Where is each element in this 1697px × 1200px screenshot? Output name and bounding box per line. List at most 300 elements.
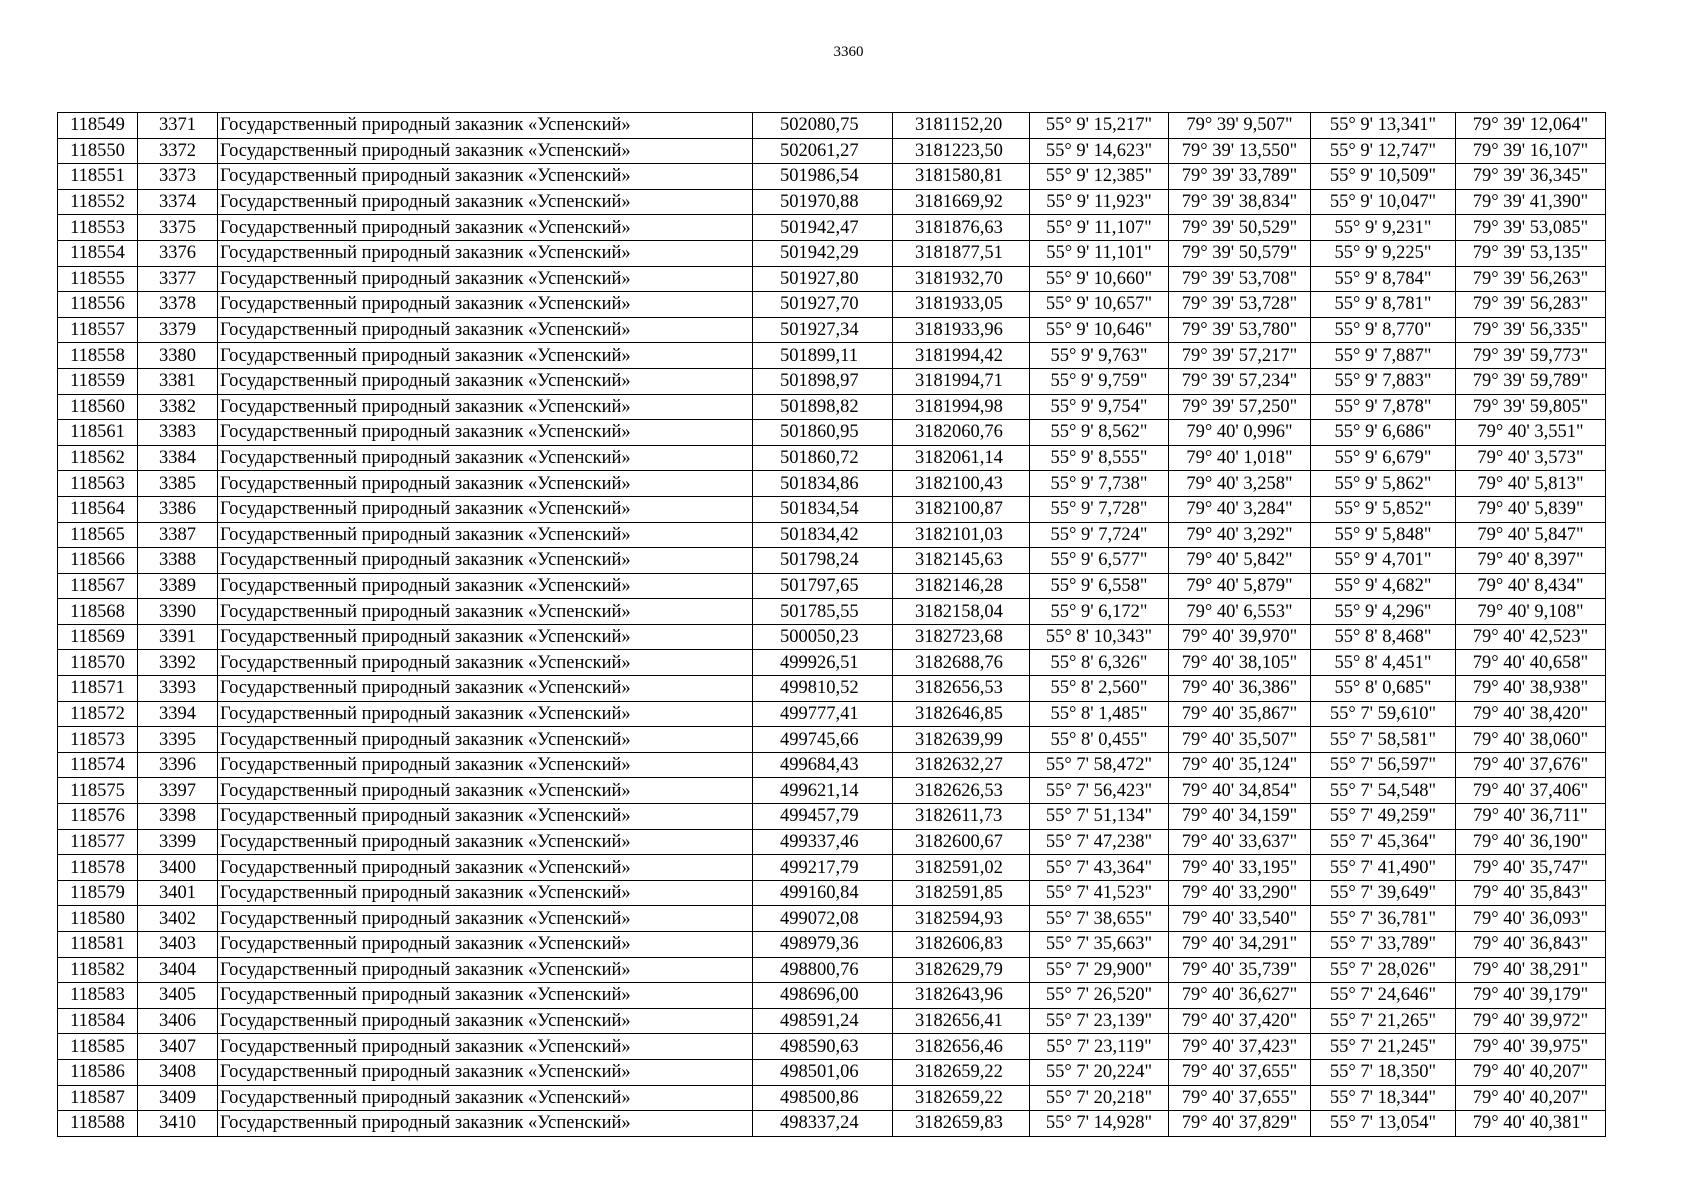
- latitude-2-cell: 55° 9' 8,781": [1311, 292, 1456, 318]
- coordinates-table: [57, 112, 1606, 1137]
- point-number-cell: 3384: [138, 445, 218, 471]
- coord-x-cell: 498696,00: [753, 983, 893, 1009]
- latitude-1-cell: 55° 7' 58,472": [1030, 752, 1169, 778]
- latitude-1-cell: 55° 7' 20,218": [1030, 1085, 1169, 1111]
- longitude-1-cell: 79° 40' 37,829": [1169, 1111, 1311, 1137]
- table-row: [58, 906, 1606, 932]
- coord-x-cell: 501834,42: [753, 522, 893, 548]
- coord-y-cell: 3182606,83: [893, 932, 1030, 958]
- table-row: [58, 1008, 1606, 1034]
- longitude-1-cell: 79° 40' 37,420": [1169, 1008, 1311, 1034]
- longitude-1-cell: 79° 39' 57,250": [1169, 394, 1311, 420]
- longitude-2-cell: 79° 40' 3,573": [1456, 445, 1606, 471]
- coord-x-cell: 499457,79: [753, 804, 893, 830]
- latitude-2-cell: 55° 7' 18,350": [1311, 1059, 1456, 1085]
- coord-x-cell: 501898,82: [753, 394, 893, 420]
- longitude-1-cell: 79° 40' 5,879": [1169, 573, 1311, 599]
- coord-y-cell: 3182600,67: [893, 829, 1030, 855]
- row-number-cell: 118557: [58, 317, 138, 343]
- latitude-2-cell: 55° 7' 58,581": [1311, 727, 1456, 753]
- coord-y-cell: 3182639,99: [893, 727, 1030, 753]
- coord-y-cell: 3182060,76: [893, 420, 1030, 446]
- coord-y-cell: 3182626,53: [893, 778, 1030, 804]
- row-number-cell: 118588: [58, 1111, 138, 1137]
- object-name-cell: Государственный природный заказник «Успенский»: [218, 701, 753, 727]
- latitude-1-cell: 55° 9' 7,738": [1030, 471, 1169, 497]
- longitude-1-cell: 79° 39' 57,217": [1169, 343, 1311, 369]
- table-row: [58, 1085, 1606, 1111]
- longitude-2-cell: 79° 39' 41,390": [1456, 189, 1606, 215]
- row-number-cell: 118558: [58, 343, 138, 369]
- coord-x-cell: 501927,70: [753, 292, 893, 318]
- table-row: [58, 164, 1606, 190]
- latitude-1-cell: 55° 8' 10,343": [1030, 624, 1169, 650]
- object-name-cell: Государственный природный заказник «Успенский»: [218, 599, 753, 625]
- row-number-cell: 118582: [58, 957, 138, 983]
- longitude-1-cell: 79° 39' 50,579": [1169, 240, 1311, 266]
- object-name-cell: Государственный природный заказник «Успенский»: [218, 445, 753, 471]
- object-name-cell: Государственный природный заказник «Успенский»: [218, 1059, 753, 1085]
- longitude-1-cell: 79° 40' 38,105": [1169, 650, 1311, 676]
- object-name-cell: Государственный природный заказник «Успенский»: [218, 471, 753, 497]
- table-row: [58, 292, 1606, 318]
- table-row: [58, 855, 1606, 881]
- latitude-1-cell: 55° 9' 8,562": [1030, 420, 1169, 446]
- point-number-cell: 3382: [138, 394, 218, 420]
- latitude-1-cell: 55° 9' 12,385": [1030, 164, 1169, 190]
- latitude-1-cell: 55° 9' 10,657": [1030, 292, 1169, 318]
- table-row: [58, 983, 1606, 1009]
- longitude-1-cell: 79° 39' 13,550": [1169, 138, 1311, 164]
- row-number-cell: 118556: [58, 292, 138, 318]
- row-number-cell: 118573: [58, 727, 138, 753]
- longitude-2-cell: 79° 40' 39,972": [1456, 1008, 1606, 1034]
- row-number-cell: 118566: [58, 548, 138, 574]
- page-number: 3360: [833, 44, 864, 60]
- coord-y-cell: 3182659,83: [893, 1111, 1030, 1137]
- coord-x-cell: 501834,86: [753, 471, 893, 497]
- table-row: [58, 522, 1606, 548]
- row-number-cell: 118584: [58, 1008, 138, 1034]
- point-number-cell: 3400: [138, 855, 218, 881]
- coord-y-cell: 3182643,96: [893, 983, 1030, 1009]
- latitude-1-cell: 55° 7' 56,423": [1030, 778, 1169, 804]
- latitude-1-cell: 55° 9' 11,923": [1030, 189, 1169, 215]
- row-number-cell: 118552: [58, 189, 138, 215]
- row-number-cell: 118581: [58, 932, 138, 958]
- longitude-1-cell: 79° 39' 53,780": [1169, 317, 1311, 343]
- longitude-2-cell: 79° 39' 12,064": [1456, 113, 1606, 139]
- table-row: [58, 343, 1606, 369]
- longitude-2-cell: 79° 39' 36,345": [1456, 164, 1606, 190]
- row-number-cell: 118565: [58, 522, 138, 548]
- latitude-2-cell: 55° 7' 41,490": [1311, 855, 1456, 881]
- longitude-2-cell: 79° 40' 36,843": [1456, 932, 1606, 958]
- latitude-1-cell: 55° 9' 9,759": [1030, 368, 1169, 394]
- point-number-cell: 3378: [138, 292, 218, 318]
- longitude-1-cell: 79° 40' 3,292": [1169, 522, 1311, 548]
- coord-y-cell: 3182061,14: [893, 445, 1030, 471]
- coord-x-cell: 501927,80: [753, 266, 893, 292]
- longitude-2-cell: 79° 40' 36,190": [1456, 829, 1606, 855]
- latitude-2-cell: 55° 9' 7,887": [1311, 343, 1456, 369]
- latitude-1-cell: 55° 9' 10,660": [1030, 266, 1169, 292]
- longitude-2-cell: 79° 40' 37,406": [1456, 778, 1606, 804]
- latitude-1-cell: 55° 7' 38,655": [1030, 906, 1169, 932]
- latitude-2-cell: 55° 7' 33,789": [1311, 932, 1456, 958]
- object-name-cell: Государственный природный заказник «Успенский»: [218, 650, 753, 676]
- table-row: [58, 496, 1606, 522]
- longitude-1-cell: 79° 40' 35,507": [1169, 727, 1311, 753]
- point-number-cell: 3381: [138, 368, 218, 394]
- longitude-1-cell: 79° 40' 35,124": [1169, 752, 1311, 778]
- object-name-cell: Государственный природный заказник «Успенский»: [218, 727, 753, 753]
- coord-y-cell: 3182591,02: [893, 855, 1030, 881]
- latitude-1-cell: 55° 8' 2,560": [1030, 676, 1169, 702]
- table-row: [58, 829, 1606, 855]
- point-number-cell: 3380: [138, 343, 218, 369]
- table-row: [58, 266, 1606, 292]
- longitude-1-cell: 79° 40' 3,284": [1169, 496, 1311, 522]
- latitude-2-cell: 55° 8' 4,451": [1311, 650, 1456, 676]
- coord-x-cell: 498591,24: [753, 1008, 893, 1034]
- latitude-2-cell: 55° 9' 7,883": [1311, 368, 1456, 394]
- longitude-2-cell: 79° 40' 40,207": [1456, 1085, 1606, 1111]
- point-number-cell: 3376: [138, 240, 218, 266]
- latitude-1-cell: 55° 7' 26,520": [1030, 983, 1169, 1009]
- longitude-1-cell: 79° 39' 38,834": [1169, 189, 1311, 215]
- longitude-1-cell: 79° 40' 3,258": [1169, 471, 1311, 497]
- table-row: [58, 752, 1606, 778]
- table-row: [58, 445, 1606, 471]
- latitude-2-cell: 55° 9' 8,770": [1311, 317, 1456, 343]
- longitude-1-cell: 79° 39' 53,728": [1169, 292, 1311, 318]
- longitude-2-cell: 79° 40' 3,551": [1456, 420, 1606, 446]
- point-number-cell: 3399: [138, 829, 218, 855]
- point-number-cell: 3387: [138, 522, 218, 548]
- latitude-1-cell: 55° 9' 9,754": [1030, 394, 1169, 420]
- coord-x-cell: 499217,79: [753, 855, 893, 881]
- latitude-1-cell: 55° 8' 1,485": [1030, 701, 1169, 727]
- table-row: [58, 701, 1606, 727]
- longitude-2-cell: 79° 40' 40,207": [1456, 1059, 1606, 1085]
- object-name-cell: Государственный природный заказник «Успенский»: [218, 113, 753, 139]
- coord-x-cell: 501834,54: [753, 496, 893, 522]
- coord-y-cell: 3181932,70: [893, 266, 1030, 292]
- latitude-1-cell: 55° 7' 47,238": [1030, 829, 1169, 855]
- point-number-cell: 3393: [138, 676, 218, 702]
- longitude-2-cell: 79° 40' 5,847": [1456, 522, 1606, 548]
- table-row: [58, 676, 1606, 702]
- longitude-1-cell: 79° 40' 34,854": [1169, 778, 1311, 804]
- latitude-2-cell: 55° 9' 4,296": [1311, 599, 1456, 625]
- latitude-1-cell: 55° 7' 23,119": [1030, 1034, 1169, 1060]
- coord-y-cell: 3181933,96: [893, 317, 1030, 343]
- object-name-cell: Государственный природный заказник «Успенский»: [218, 240, 753, 266]
- longitude-2-cell: 79° 40' 38,938": [1456, 676, 1606, 702]
- coord-x-cell: 499777,41: [753, 701, 893, 727]
- coord-x-cell: 501860,95: [753, 420, 893, 446]
- point-number-cell: 3404: [138, 957, 218, 983]
- latitude-2-cell: 55° 7' 39,649": [1311, 880, 1456, 906]
- table-body: [58, 113, 1606, 1137]
- coord-x-cell: 499072,08: [753, 906, 893, 932]
- latitude-1-cell: 55° 9' 9,763": [1030, 343, 1169, 369]
- table-row: [58, 113, 1606, 139]
- row-number-cell: 118585: [58, 1034, 138, 1060]
- point-number-cell: 3408: [138, 1059, 218, 1085]
- object-name-cell: Государственный природный заказник «Успенский»: [218, 804, 753, 830]
- row-number-cell: 118577: [58, 829, 138, 855]
- object-name-cell: Государственный природный заказник «Успенский»: [218, 215, 753, 241]
- table-row: [58, 727, 1606, 753]
- longitude-2-cell: 79° 39' 53,085": [1456, 215, 1606, 241]
- latitude-1-cell: 55° 9' 7,728": [1030, 496, 1169, 522]
- object-name-cell: Государственный природный заказник «Успенский»: [218, 624, 753, 650]
- longitude-2-cell: 79° 39' 56,335": [1456, 317, 1606, 343]
- latitude-2-cell: 55° 9' 12,747": [1311, 138, 1456, 164]
- coord-y-cell: 3182659,22: [893, 1085, 1030, 1111]
- object-name-cell: Государственный природный заказник «Успенский»: [218, 932, 753, 958]
- latitude-2-cell: 55° 7' 56,597": [1311, 752, 1456, 778]
- coord-y-cell: 3182656,46: [893, 1034, 1030, 1060]
- point-number-cell: 3377: [138, 266, 218, 292]
- latitude-2-cell: 55° 9' 4,682": [1311, 573, 1456, 599]
- latitude-2-cell: 55° 8' 0,685": [1311, 676, 1456, 702]
- row-number-cell: 118570: [58, 650, 138, 676]
- coord-y-cell: 3181152,20: [893, 113, 1030, 139]
- object-name-cell: Государственный природный заказник «Успенский»: [218, 522, 753, 548]
- coord-y-cell: 3182723,68: [893, 624, 1030, 650]
- longitude-2-cell: 79° 39' 53,135": [1456, 240, 1606, 266]
- longitude-2-cell: 79° 40' 5,813": [1456, 471, 1606, 497]
- longitude-2-cell: 79° 39' 59,789": [1456, 368, 1606, 394]
- coord-x-cell: 501899,11: [753, 343, 893, 369]
- table-row: [58, 394, 1606, 420]
- coord-y-cell: 3182659,22: [893, 1059, 1030, 1085]
- coord-y-cell: 3181994,71: [893, 368, 1030, 394]
- coord-y-cell: 3181933,05: [893, 292, 1030, 318]
- latitude-2-cell: 55° 9' 9,225": [1311, 240, 1456, 266]
- row-number-cell: 118571: [58, 676, 138, 702]
- point-number-cell: 3391: [138, 624, 218, 650]
- row-number-cell: 118550: [58, 138, 138, 164]
- table-row: [58, 471, 1606, 497]
- point-number-cell: 3410: [138, 1111, 218, 1137]
- point-number-cell: 3403: [138, 932, 218, 958]
- row-number-cell: 118561: [58, 420, 138, 446]
- table-row: [58, 957, 1606, 983]
- table-row: [58, 317, 1606, 343]
- longitude-1-cell: 79° 39' 57,234": [1169, 368, 1311, 394]
- latitude-1-cell: 55° 7' 20,224": [1030, 1059, 1169, 1085]
- row-number-cell: 118563: [58, 471, 138, 497]
- point-number-cell: 3379: [138, 317, 218, 343]
- row-number-cell: 118587: [58, 1085, 138, 1111]
- longitude-2-cell: 79° 40' 8,434": [1456, 573, 1606, 599]
- point-number-cell: 3401: [138, 880, 218, 906]
- object-name-cell: Государственный природный заказник «Успенский»: [218, 829, 753, 855]
- latitude-1-cell: 55° 9' 11,107": [1030, 215, 1169, 241]
- point-number-cell: 3406: [138, 1008, 218, 1034]
- longitude-2-cell: 79° 40' 39,975": [1456, 1034, 1606, 1060]
- longitude-2-cell: 79° 40' 40,658": [1456, 650, 1606, 676]
- latitude-2-cell: 55° 9' 7,878": [1311, 394, 1456, 420]
- object-name-cell: Государственный природный заказник «Успенский»: [218, 906, 753, 932]
- row-number-cell: 118568: [58, 599, 138, 625]
- row-number-cell: 118574: [58, 752, 138, 778]
- object-name-cell: Государственный природный заказник «Успенский»: [218, 880, 753, 906]
- point-number-cell: 3396: [138, 752, 218, 778]
- latitude-2-cell: 55° 9' 10,509": [1311, 164, 1456, 190]
- coord-y-cell: 3182632,27: [893, 752, 1030, 778]
- longitude-1-cell: 79° 39' 53,708": [1169, 266, 1311, 292]
- row-number-cell: 118579: [58, 880, 138, 906]
- latitude-1-cell: 55° 9' 7,724": [1030, 522, 1169, 548]
- object-name-cell: Государственный природный заказник «Успенский»: [218, 957, 753, 983]
- latitude-1-cell: 55° 7' 43,364": [1030, 855, 1169, 881]
- object-name-cell: Государственный природный заказник «Успенский»: [218, 420, 753, 446]
- object-name-cell: Государственный природный заказник «Успенский»: [218, 778, 753, 804]
- coord-x-cell: 501898,97: [753, 368, 893, 394]
- coord-y-cell: 3182591,85: [893, 880, 1030, 906]
- latitude-1-cell: 55° 8' 0,455": [1030, 727, 1169, 753]
- table-row: [58, 880, 1606, 906]
- latitude-1-cell: 55° 9' 6,172": [1030, 599, 1169, 625]
- table-row: [58, 548, 1606, 574]
- latitude-1-cell: 55° 7' 51,134": [1030, 804, 1169, 830]
- longitude-2-cell: 79° 40' 38,420": [1456, 701, 1606, 727]
- table-row: [58, 420, 1606, 446]
- latitude-2-cell: 55° 9' 13,341": [1311, 113, 1456, 139]
- longitude-2-cell: 79° 40' 5,839": [1456, 496, 1606, 522]
- object-name-cell: Государственный природный заказник «Успенский»: [218, 292, 753, 318]
- longitude-1-cell: 79° 40' 37,655": [1169, 1085, 1311, 1111]
- longitude-2-cell: 79° 39' 59,805": [1456, 394, 1606, 420]
- coord-x-cell: 498979,36: [753, 932, 893, 958]
- latitude-1-cell: 55° 9' 14,623": [1030, 138, 1169, 164]
- longitude-1-cell: 79° 40' 37,655": [1169, 1059, 1311, 1085]
- latitude-1-cell: 55° 9' 15,217": [1030, 113, 1169, 139]
- longitude-1-cell: 79° 39' 33,789": [1169, 164, 1311, 190]
- row-number-cell: 118562: [58, 445, 138, 471]
- latitude-2-cell: 55° 7' 54,548": [1311, 778, 1456, 804]
- latitude-1-cell: 55° 7' 35,663": [1030, 932, 1169, 958]
- coord-x-cell: 499337,46: [753, 829, 893, 855]
- coord-y-cell: 3182158,04: [893, 599, 1030, 625]
- longitude-1-cell: 79° 39' 50,529": [1169, 215, 1311, 241]
- longitude-1-cell: 79° 40' 35,739": [1169, 957, 1311, 983]
- object-name-cell: Государственный природный заказник «Успенский»: [218, 855, 753, 881]
- object-name-cell: Государственный природный заказник «Успенский»: [218, 343, 753, 369]
- coord-y-cell: 3182646,85: [893, 701, 1030, 727]
- coord-x-cell: 498501,06: [753, 1059, 893, 1085]
- latitude-2-cell: 55° 7' 49,259": [1311, 804, 1456, 830]
- latitude-2-cell: 55° 7' 13,054": [1311, 1111, 1456, 1137]
- longitude-1-cell: 79° 40' 39,970": [1169, 624, 1311, 650]
- table-row: [58, 1059, 1606, 1085]
- row-number-cell: 118576: [58, 804, 138, 830]
- point-number-cell: 3372: [138, 138, 218, 164]
- coord-x-cell: 501860,72: [753, 445, 893, 471]
- row-number-cell: 118559: [58, 368, 138, 394]
- coord-y-cell: 3182146,28: [893, 573, 1030, 599]
- longitude-1-cell: 79° 39' 9,507": [1169, 113, 1311, 139]
- longitude-1-cell: 79° 40' 36,627": [1169, 983, 1311, 1009]
- longitude-2-cell: 79° 40' 35,843": [1456, 880, 1606, 906]
- object-name-cell: Государственный природный заказник «Успенский»: [218, 317, 753, 343]
- coord-y-cell: 3182101,03: [893, 522, 1030, 548]
- table-row: [58, 778, 1606, 804]
- latitude-2-cell: 55° 9' 5,852": [1311, 496, 1456, 522]
- latitude-1-cell: 55° 9' 6,558": [1030, 573, 1169, 599]
- object-name-cell: Государственный природный заказник «Успенский»: [218, 164, 753, 190]
- row-number-cell: 118580: [58, 906, 138, 932]
- coord-x-cell: 499926,51: [753, 650, 893, 676]
- point-number-cell: 3395: [138, 727, 218, 753]
- object-name-cell: Государственный природный заказник «Успенский»: [218, 752, 753, 778]
- row-number-cell: 118575: [58, 778, 138, 804]
- object-name-cell: Государственный природный заказник «Успенский»: [218, 548, 753, 574]
- table-row: [58, 215, 1606, 241]
- coord-x-cell: 499810,52: [753, 676, 893, 702]
- latitude-2-cell: 55° 9' 4,701": [1311, 548, 1456, 574]
- object-name-cell: Государственный природный заказник «Успенский»: [218, 266, 753, 292]
- row-number-cell: 118578: [58, 855, 138, 881]
- latitude-2-cell: 55° 7' 21,245": [1311, 1034, 1456, 1060]
- longitude-1-cell: 79° 40' 33,637": [1169, 829, 1311, 855]
- coord-y-cell: 3182594,93: [893, 906, 1030, 932]
- object-name-cell: Государственный природный заказник «Успенский»: [218, 1085, 753, 1111]
- point-number-cell: 3374: [138, 189, 218, 215]
- object-name-cell: Государственный природный заказник «Успенский»: [218, 573, 753, 599]
- longitude-2-cell: 79° 39' 16,107": [1456, 138, 1606, 164]
- coord-x-cell: 502061,27: [753, 138, 893, 164]
- longitude-2-cell: 79° 40' 36,093": [1456, 906, 1606, 932]
- coord-y-cell: 3181580,81: [893, 164, 1030, 190]
- object-name-cell: Государственный природный заказник «Успенский»: [218, 496, 753, 522]
- latitude-2-cell: 55° 9' 10,047": [1311, 189, 1456, 215]
- point-number-cell: 3397: [138, 778, 218, 804]
- coord-y-cell: 3182629,79: [893, 957, 1030, 983]
- table-row: [58, 1034, 1606, 1060]
- row-number-cell: 118554: [58, 240, 138, 266]
- coord-x-cell: 501942,47: [753, 215, 893, 241]
- coord-x-cell: 501986,54: [753, 164, 893, 190]
- point-number-cell: 3385: [138, 471, 218, 497]
- coord-x-cell: 499621,14: [753, 778, 893, 804]
- object-name-cell: Государственный природный заказник «Успенский»: [218, 189, 753, 215]
- latitude-2-cell: 55° 7' 28,026": [1311, 957, 1456, 983]
- object-name-cell: Государственный природный заказник «Успенский»: [218, 983, 753, 1009]
- coord-y-cell: 3181876,63: [893, 215, 1030, 241]
- latitude-2-cell: 55° 9' 6,679": [1311, 445, 1456, 471]
- table-row: [58, 240, 1606, 266]
- longitude-2-cell: 79° 40' 39,179": [1456, 983, 1606, 1009]
- longitude-1-cell: 79° 40' 5,842": [1169, 548, 1311, 574]
- coord-x-cell: 498800,76: [753, 957, 893, 983]
- coord-x-cell: 500050,23: [753, 624, 893, 650]
- latitude-2-cell: 55° 9' 8,784": [1311, 266, 1456, 292]
- longitude-2-cell: 79° 40' 9,108": [1456, 599, 1606, 625]
- point-number-cell: 3392: [138, 650, 218, 676]
- coord-x-cell: 498500,86: [753, 1085, 893, 1111]
- row-number-cell: 118583: [58, 983, 138, 1009]
- table-row: [58, 804, 1606, 830]
- row-number-cell: 118560: [58, 394, 138, 420]
- table-row: [58, 368, 1606, 394]
- longitude-1-cell: 79° 40' 34,291": [1169, 932, 1311, 958]
